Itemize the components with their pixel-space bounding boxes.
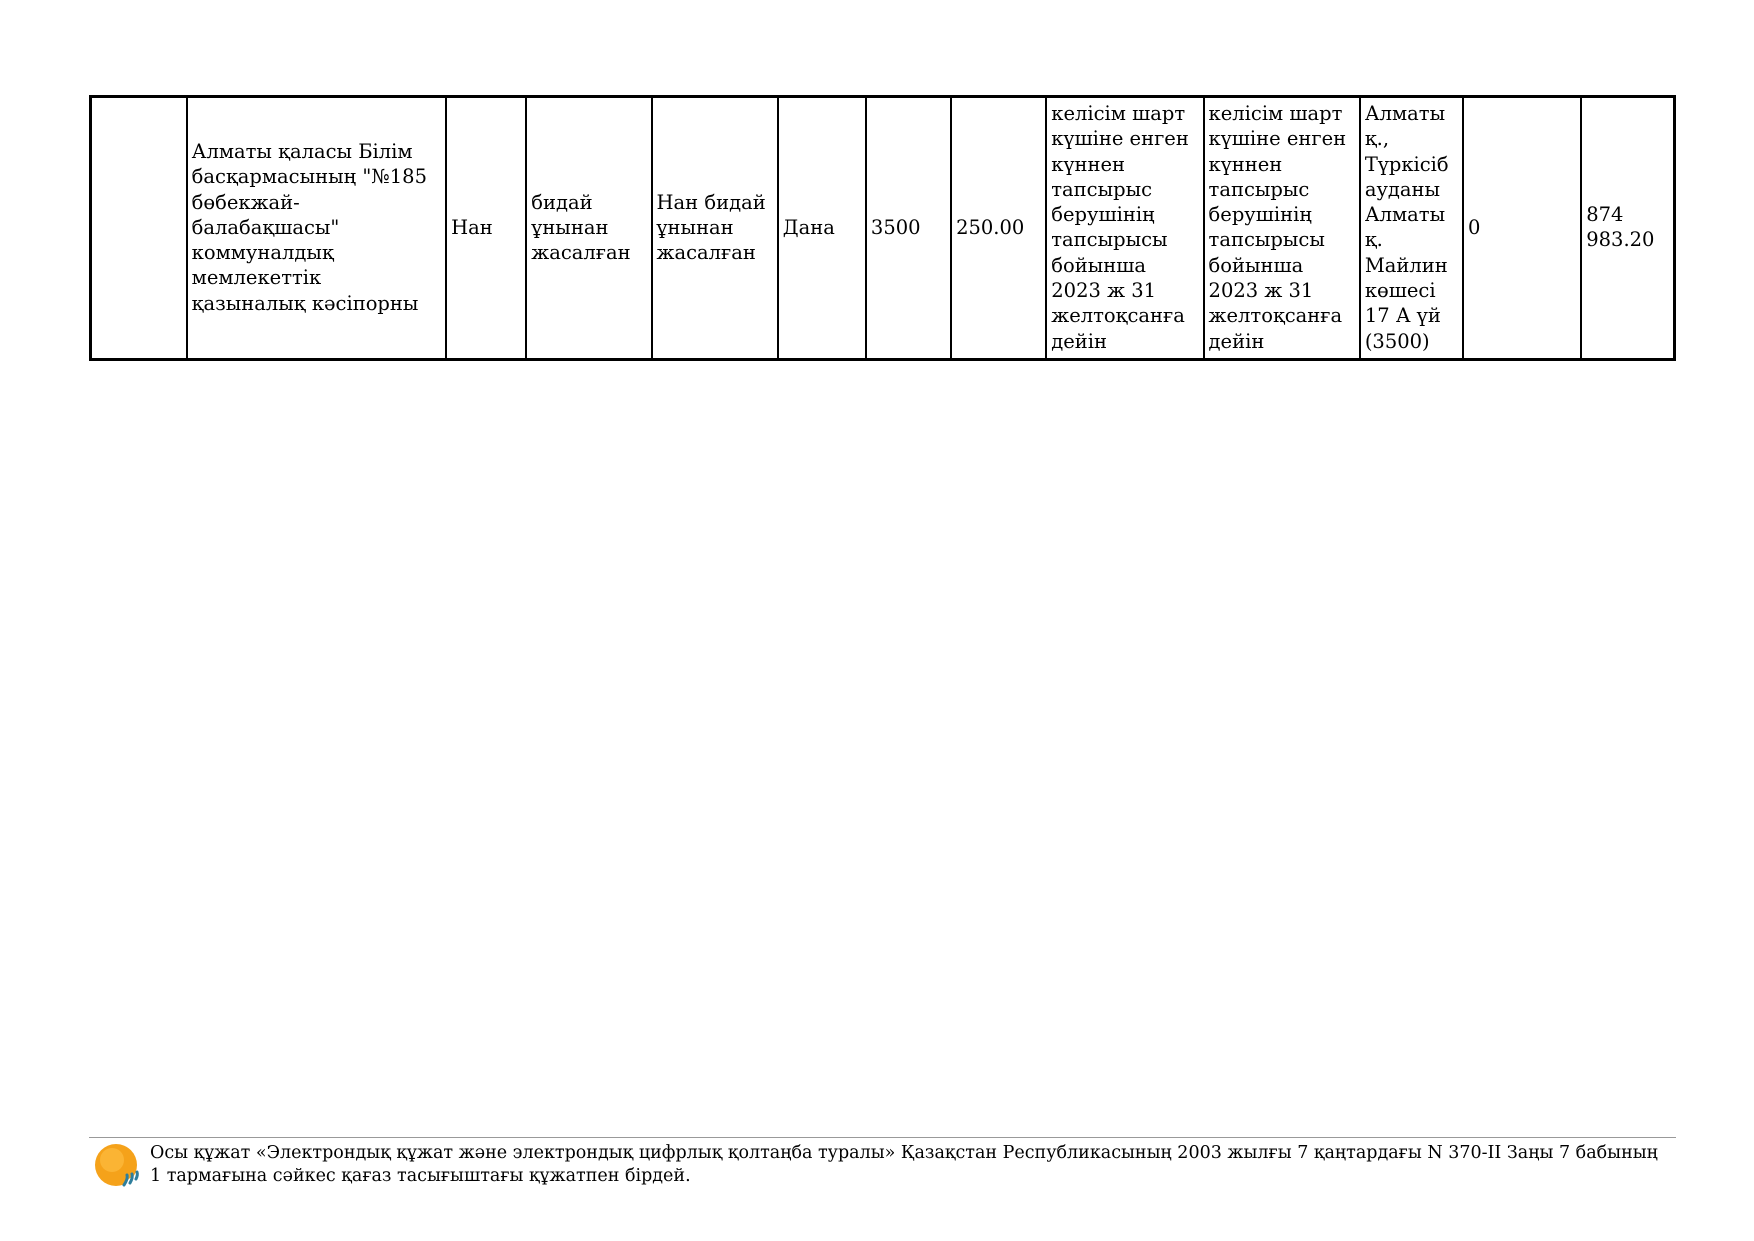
table-row (91, 97, 1675, 360)
cell-full-description: Нан бидай ұнынан жасалған (652, 97, 778, 360)
cell-quantity: 3500 (866, 97, 951, 360)
footer-legal-notice: Осы құжат «Электрондық құжат және электрондық цифрлық қолтаңба туралы» Қазақстан Республикасының 2003 жылғы 7 қаңтардағы N 370-II Заңы 7 бабының 1 тармағына сәйкес қағаз тасығыштағы құжатпен бірдей. (150, 1143, 1658, 1186)
cell-price: 250.00 (951, 97, 1046, 360)
cell-customer: Алматы қаласы Білім басқармасының "№185 бөбекжай-балабақшасы" коммуналдық мемлекеттік қазыналық кәсіпорны (187, 97, 446, 360)
footer-divider (89, 1137, 1676, 1138)
procurement-table (89, 95, 1676, 361)
cell-total: 874 983.20 (1581, 97, 1674, 360)
cell-short-description: бидай ұнынан жасалған (526, 97, 651, 360)
cell-delivery-term: келісім шарт күшіне енген күннен тапсырыс берушінің тапсырысы бойынша 2023 ж 31 желтоқсанға дейін (1046, 97, 1203, 360)
cell-name: Нан (446, 97, 526, 360)
cell-delivery-place: Алматы қ., Түркісіб ауданы Алматы қ. Майлин көшесі 17 А үй (3500) (1360, 97, 1463, 360)
cell-delivery-term-2: келісім шарт күшіне енген күннен тапсырыс берушінің тапсырысы бойынша 2023 ж 31 желтоқсанға дейін (1204, 97, 1360, 360)
cell-advance: 0 (1463, 97, 1581, 360)
cell-number (91, 97, 187, 360)
egov-logo-icon (93, 1141, 143, 1191)
cell-unit: Дана (778, 97, 866, 360)
